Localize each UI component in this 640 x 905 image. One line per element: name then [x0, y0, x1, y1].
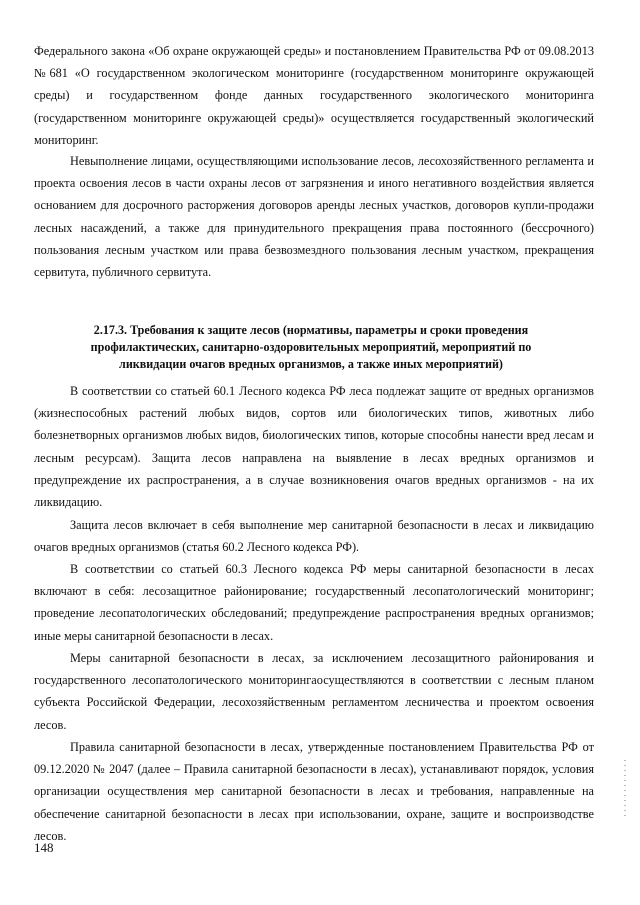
section-heading: 2.17.3. Требования к защите лесов (нормативы, параметры и сроки проведения профилактических, санитарно-оздоровительных мероприятий, мероприятий по ликвидации очагов вредных организмов, а также иных мероприятий)	[90, 323, 532, 371]
scan-margin-mark	[624, 760, 626, 818]
page-number: 148	[34, 840, 54, 855]
paragraph-sanitary-measures-exceptions: Меры санитарной безопасности в лесах, за исключением лесозащитного районирования и государственного лесопатологического мониторингаосуществляются в соответствии с лесным планом субъекта Российской Федерации, лесохозяйственным регламентом лесничества и проектом освоения лесов.	[34, 651, 594, 732]
paragraph-protection-includes: Защита лесов включает в себя выполнение мер санитарной безопасности в лесах и ликвидацию очагов вредных организмов (статья 60.2 Лесного кодекса РФ).	[34, 518, 594, 555]
paragraph-sanitary-rules: Правила санитарной безопасности в лесах, утвержденные постановлением Правительства РФ от 09.12.2020 № 2047 (далее – Правила санитарной безопасности в лесах), устанавливают порядок, условия организации осуществления мер санитарной безопасности в лесах и требования, направленные на обеспечение санитарной безопасности в лесах при использовании, охране, защите и воспроизводстве лесов.	[34, 740, 594, 843]
paragraph-ecological-monitoring: Федерального закона «Об охране окружающей среды» и постановлением Правительства РФ от 09.08.2013 №681 «О государственном экологическом мониторинге (государственном мониторинге окружающей среды) и государственном фонде данных государственного экологического мониторинга (государственном мониторинге окружающей среды)» осуществляется государственный экологический мониторинг.	[34, 44, 594, 147]
paragraph-sanitary-measures-article-60-3: В соответствии со статьей 60.3 Лесного кодекса РФ меры санитарной безопасности в лесах включают в себя: лесозащитное районирование; государственный лесопатологический мониторинг; проведение лесопатологических обследований; предупреждение распространения вредных организмов; иные меры санитарной безопасности в лесах.	[34, 562, 594, 643]
paragraph-violation-consequences: Невыполнение лицами, осуществляющими использование лесов, лесохозяйственного регламента и проекта освоения лесов в части охраны лесов от загрязнения и иного негативного воздействия является основанием для досрочного расторжения договоров аренды лесных участков, договоров купли-продажи лесных насаждений, а также для принудительного прекращения права постоянного (бессрочного) пользования лесным участком или права безвозмездного пользования лесным участком, прекращения сервитута, публичного сервитута.	[34, 154, 594, 280]
paragraph-forest-protection-article-60-1: В соответствии со статьей 60.1 Лесного кодекса РФ леса подлежат защите от вредных организмов (жизнеспособных растений любых видов, сортов или биологических типов, животных либо болезнетворных организмов любых видов, биологических типов, которые способны нанести вред лесам и лесным ресурсам). Защита лесов направлена на выявление в лесах вредных организмов и предупреждение их распространения, а в случае возникновения очагов вредных организмов - на их ликвидацию.	[34, 384, 594, 510]
